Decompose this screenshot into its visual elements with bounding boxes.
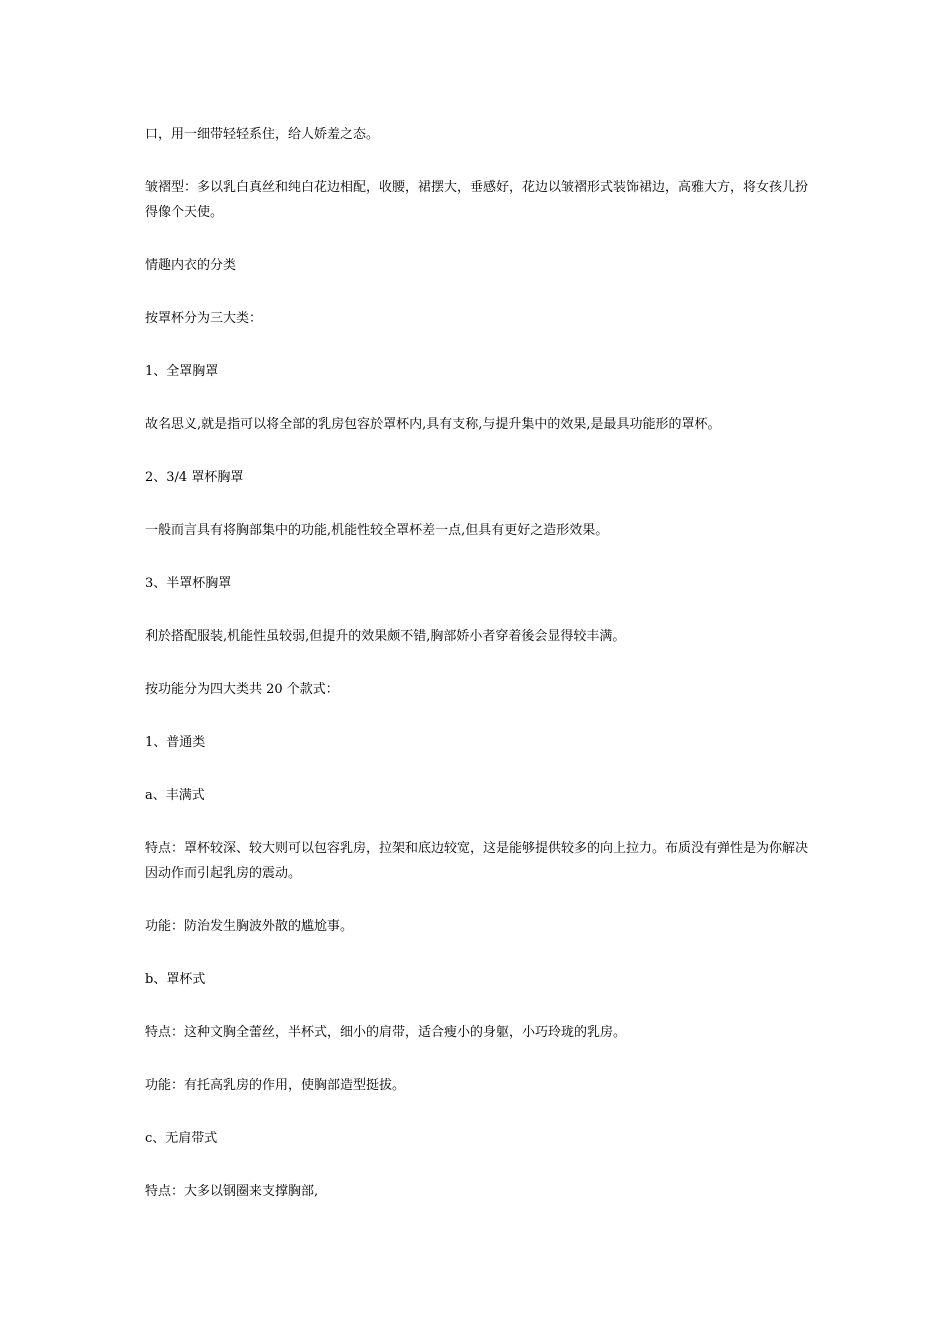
paragraph-full-cup-desc: 故名思义,就是指可以将全部的乳房包容於罩杯内,具有支称,与提升集中的效果,是最具功能形的罩杯。: [145, 417, 721, 432]
paragraph-continuation: 口，用一细带轻轻系住，给人娇羞之态。: [145, 127, 380, 142]
item-half-cup: 3、半罩杯胸罩: [145, 576, 232, 591]
document-body: [145, 122, 810, 1204]
paragraph-half-cup-desc: 利於搭配服装,机能性虽较弱,但提升的效果颇不错,胸部娇小者穿着後会显得较丰满。: [145, 629, 626, 644]
paragraph-pleated-style: 皱褶型：多以乳白真丝和纯白花边相配，收腰，裙摆大，垂感好，花边以皱褶形式装饰裙边，高雅大方，将女孩儿扮得像个天使。: [145, 180, 809, 220]
subheading-by-cup: 按罩杯分为三大类：: [145, 311, 263, 326]
subheading-by-function: 按功能分为四大类共 20 个款式：: [145, 682, 339, 697]
item-cup-style: b、罩杯式: [145, 972, 206, 987]
item-full-cup: 1、全罩胸罩: [145, 364, 219, 379]
section-heading-lingerie-classification: 情趣内衣的分类: [145, 258, 237, 273]
paragraph-full-figure-features: 特点：罩杯较深、较大则可以包容乳房，拉架和底边较宽，这是能够提供较多的向上拉力。布质没有弹性是为你解决因动作而引起乳房的震动。: [145, 841, 809, 881]
item-general-type: 1、普通类: [145, 735, 206, 750]
paragraph-cup-style-features: 特点：这种文胸全蕾丝，半杯式，细小的肩带，适合瘦小的身躯，小巧玲珑的乳房。: [145, 1025, 627, 1040]
item-strapless: c、无肩带式: [145, 1131, 218, 1146]
paragraph-cup-style-function: 功能：有托高乳房的作用，使胸部造型挺拔。: [145, 1078, 406, 1093]
paragraph-three-quarter-cup-desc: 一般而言具有将胸部集中的功能,机能性较全罩杯差一点,但具有更好之造形效果。: [145, 523, 609, 538]
item-full-figure: a、丰满式: [145, 788, 205, 803]
paragraph-full-figure-function: 功能：防治发生胸波外散的尴尬事。: [145, 919, 354, 934]
item-three-quarter-cup: 2、3/4 罩杯胸罩: [145, 470, 244, 485]
paragraph-strapless-features: 特点：大多以钢圈来支撑胸部,: [145, 1184, 319, 1199]
